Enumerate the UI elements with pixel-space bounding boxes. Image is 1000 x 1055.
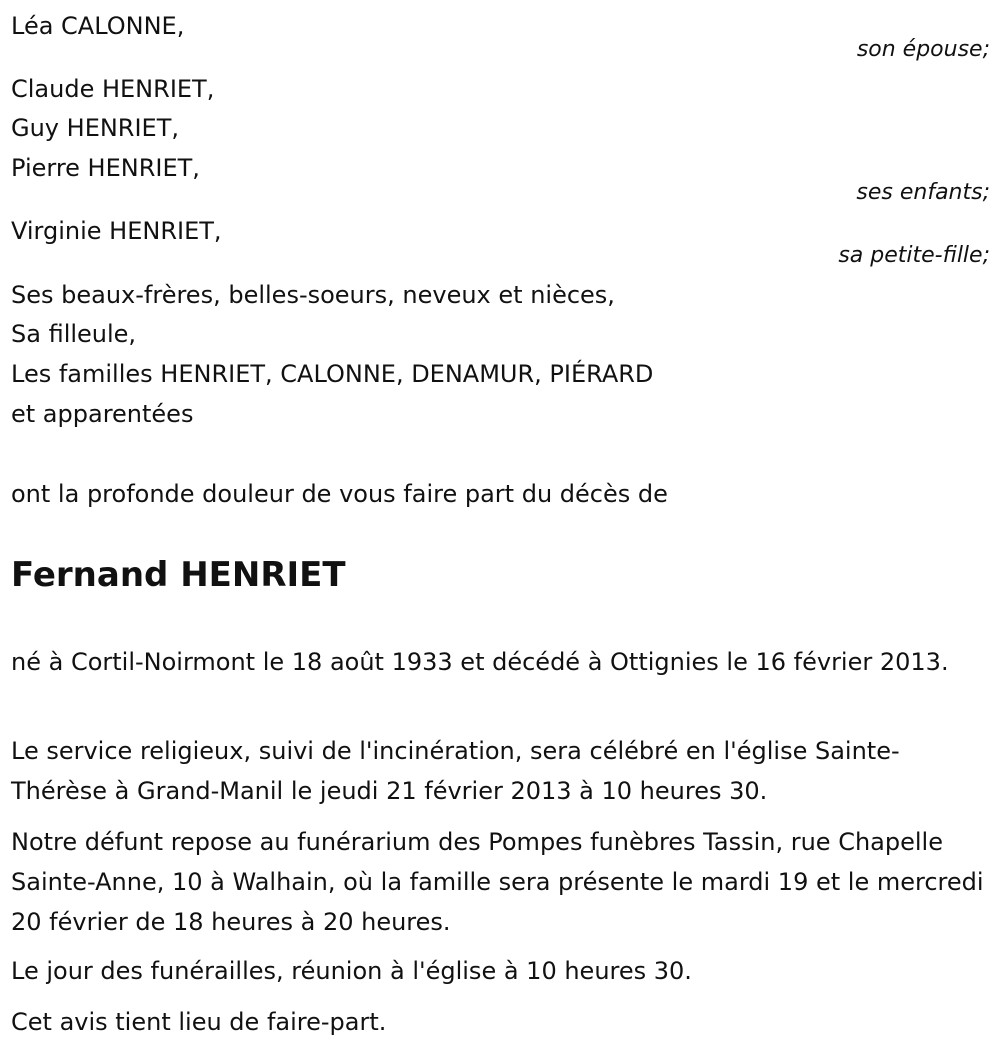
deceased-name: Fernand HENRIET: [11, 555, 346, 595]
relatives-line: Ses beaux-frères, belles-soeurs, neveux et nièces,: [11, 281, 615, 309]
closing-paragraph: Cet avis tient lieu de faire-part.: [11, 1008, 387, 1036]
child-name: Claude HENRIET,: [11, 75, 215, 103]
funeral-home-paragraph: Notre défunt repose au funérarium des Pompes funèbres Tassin, rue Chapelle Sainte-Anne, 10 à Walhain, où la famille sera présente le mardi 19 et le mercredi 20 février de 18 heures à 20 heures.: [11, 828, 984, 936]
relatives-line: et apparentées: [11, 400, 194, 428]
child-name: Pierre HENRIET,: [11, 154, 200, 182]
granddaughter-name: Virginie HENRIET,: [11, 217, 222, 245]
birth-death-paragraph: né à Cortil-Noirmont le 18 août 1933 et décédé à Ottignies le 16 février 2013.: [11, 648, 949, 676]
child-name: Guy HENRIET,: [11, 114, 180, 142]
meeting-paragraph: Le jour des funérailles, réunion à l'église à 10 heures 30.: [11, 957, 692, 985]
granddaughter-role: sa petite-fille;: [838, 243, 990, 268]
children-role: ses enfants;: [856, 180, 990, 205]
spouse-name: Léa CALONNE,: [11, 12, 185, 40]
spouse-role: son épouse;: [856, 37, 990, 62]
relatives-line: Sa filleule,: [11, 320, 137, 348]
announcement-text: ont la profonde douleur de vous faire part du décès de: [11, 480, 668, 508]
relatives-line: Les familles HENRIET, CALONNE, DENAMUR, PIÉRARD: [11, 360, 654, 388]
service-paragraph: Le service religieux, suivi de l'incinération, sera célébré en l'église Sainte-Thérèse à Grand-Manil le jeudi 21 février 2013 à 10 heures 30.: [11, 737, 900, 805]
